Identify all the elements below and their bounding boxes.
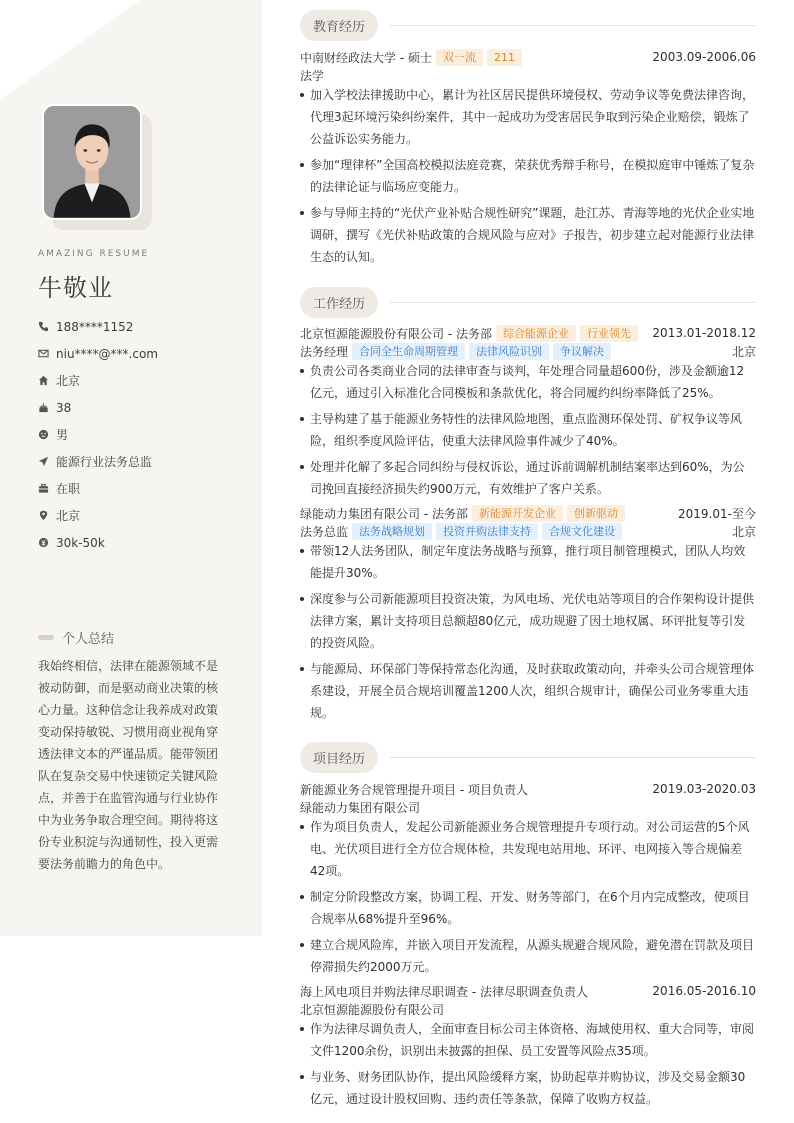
summary-text: 我始终相信，法律在能源领域不是被动防御，而是驱动商业决策的核心力量。这种信念让我养成对政策变动保持敏锐、习惯用商业视角穿透法律文本的严谨品质。能带领团队在复杂交易中快速锁定关键风险点，并善于在监管沟通与行业协作中为业务争取合理空间。期待将这份专业积淀与沟通韧性，投入更需要法务前瞻力的角色中。 [38, 659, 219, 871]
avatar-photo [42, 104, 142, 220]
project-date: 2019.03-2020.03 [652, 782, 756, 796]
section-title: 项目经历 [300, 742, 378, 773]
gender-text: 男 [56, 428, 69, 442]
project-org: 绿能动力集团有限公司 [300, 800, 421, 815]
phone-icon [38, 321, 49, 332]
send-icon [38, 456, 49, 467]
work-city: 北京 [731, 344, 756, 359]
contact-age [38, 394, 158, 421]
skill-badge: 法务战略规划 [352, 523, 432, 540]
education-major-row [300, 66, 756, 84]
salary-icon [38, 537, 49, 548]
job-role: 法务总监 [300, 524, 349, 539]
status-text: 在职 [56, 482, 81, 496]
contact-target-role [38, 448, 158, 475]
contact-gender [38, 421, 158, 448]
school-title: 中南财经政法大学 - 硕士 [300, 50, 432, 65]
tag-badge: 211 [487, 49, 522, 66]
contact-residence [38, 367, 158, 394]
tag-badge: 行业领先 [580, 325, 638, 342]
company-title: 北京恒源能源股份有限公司 - 法务部 [300, 326, 492, 341]
contact-email [38, 340, 158, 367]
skill-badge: 法律风险识别 [469, 343, 549, 360]
list-item: 参与导师主持的“光伏产业补贴合规性研究”课题，赴江苏、青海等地的光伏企业实地调研，撰写《光伏补贴政策的合规风险与应对》子报告，初步建立起对能源行业法律生态的认知。 [300, 202, 756, 268]
portrait-illustration [44, 106, 140, 218]
heading-bar-decoration [38, 635, 54, 640]
list-item: 深度参与公司新能源项目投资决策，为风电场、光伏电站等项目的合作架构设计提供法律方案，累计支持项目总额超80亿元，成功规避了因土地权属、环评批复等引发的投资风险。 [300, 588, 756, 654]
education-major: 法学 [300, 68, 325, 83]
avatar [42, 104, 142, 220]
list-item: 制定分阶段整改方案，协调工程、开发、财务等部门，在6个月内完成整改，使项目合规率从68%提升至96%。 [300, 886, 756, 930]
section-projects-heading [300, 742, 756, 773]
candidate-name: 牛敬业 [38, 274, 113, 302]
work-role-row [300, 342, 756, 360]
phone-text: 188****1152 [56, 319, 134, 334]
list-item: 负责公司各类商业合同的法律审查与谈判，年处理合同量超600份，涉及金额逾12亿元，通过引入标准化合同模板和条款优化，将合同履约纠纷率降低了25%。 [300, 360, 756, 404]
tag-badge: 双一流 [436, 49, 483, 66]
skill-badge: 争议解决 [553, 343, 611, 360]
project-title: 海上风电项目并购法律尽职调查 - 法律尽职调查负责人 [300, 984, 588, 999]
tag-badge: 综合能源企业 [496, 325, 576, 342]
project-org: 北京恒源能源股份有限公司 [300, 1002, 445, 1017]
tag-badge: 新能源开发企业 [472, 505, 563, 522]
list-item: 作为法律尽调负责人，全面审查目标公司主体资格、海域使用权、重大合同等，审阅文件1200余份，识别出未披露的担保、员工安置等风险点35项。 [300, 1018, 756, 1062]
residence-text: 北京 [56, 374, 81, 388]
project-title: 新能源业务合规管理提升项目 - 项目负责人 [300, 782, 528, 797]
target-role-text: 能源行业法务总监 [56, 455, 153, 469]
list-item: 带领12人法务团队，制定年度法务战略与预算，推行项目制管理模式，团队人均效能提升30%。 [300, 540, 756, 584]
project-entry-header [300, 982, 756, 1000]
contact-work-city [38, 502, 158, 529]
gender-icon [38, 429, 49, 440]
tagline: AMAZING RESUME [38, 249, 150, 259]
project-org-row [300, 1000, 756, 1018]
project-entry-header [300, 780, 756, 798]
list-item: 与业务、财务团队协作，提出风险缓释方案，协助起草并购协议，涉及交易金额30亿元，通过设计股权回购、违约责任等条款，保障了收购方权益。 [300, 1066, 756, 1110]
briefcase-icon [38, 483, 49, 494]
skill-badge: 合同全生命周期管理 [352, 343, 465, 360]
tag-badge: 创新驱动 [567, 505, 625, 522]
list-item: 主导构建了基于能源业务特性的法律风险地图，重点监测环保处罚、矿权争议等风险，组织季度风险评估，使重大法律风险事件减少了40%。 [300, 408, 756, 452]
education-date: 2003.09-2006.06 [652, 50, 756, 64]
company-title: 绿能动力集团有限公司 - 法务部 [300, 506, 468, 521]
section-divider [390, 25, 756, 26]
list-item: 与能源局、环保部门等保持常态化沟通，及时获取政策动向，并牵头公司合规管理体系建设，开展全员合规培训覆盖1200人次，组织合规审计，确保公司业务零重大违规。 [300, 658, 756, 724]
list-item: 作为项目负责人，发起公司新能源业务合规管理提升专项行动。对公司运营的5个风电、光伏项目进行全方位合规体检，共发现电站用地、环评、电网接入等合规偏差42项。 [300, 816, 756, 882]
skill-badge: 合规文化建设 [542, 523, 622, 540]
summary-heading [38, 628, 114, 647]
sidebar [0, 0, 262, 936]
job-role: 法务经理 [300, 344, 349, 359]
work-city-text: 北京 [56, 509, 81, 523]
list-item: 处理并化解了多起合同纠纷与侵权诉讼，通过诉前调解机制结案率达到60%，为公司挽回直接经济损失约900万元，有效维护了客户关系。 [300, 456, 756, 500]
work-date: 2013.01-2018.12 [652, 326, 756, 340]
section-divider [390, 757, 756, 758]
list-item: 建立合规风险库，并嵌入项目开发流程，从源头规避合规风险，避免潜在罚款及项目停滞损失约2000万元。 [300, 934, 756, 978]
summary-title: 个人总结 [62, 632, 115, 647]
section-divider [390, 302, 756, 303]
project-date: 2016.05-2016.10 [652, 984, 756, 998]
salary-text: 30k-50k [56, 535, 105, 550]
contact-status [38, 475, 158, 502]
education-header [300, 48, 756, 66]
work-entry-header [300, 504, 756, 522]
contact-salary [38, 529, 158, 556]
cake-icon [38, 402, 49, 413]
contact-list [38, 313, 158, 556]
work-city: 北京 [731, 524, 756, 539]
work-entry-header [300, 324, 756, 342]
section-title: 教育经历 [300, 10, 378, 41]
corner-decoration [0, 0, 140, 100]
mail-icon [38, 348, 49, 359]
section-education-heading [300, 10, 756, 41]
work-role-row [300, 522, 756, 540]
home-icon [38, 375, 49, 386]
section-title: 工作经历 [300, 287, 378, 318]
skill-badge: 投资并购法律支持 [436, 523, 538, 540]
age-text: 38 [56, 400, 72, 415]
email-text: niu****@***.com [56, 346, 158, 361]
list-item: 参加“理律杯”全国高校模拟法庭竞赛，荣获优秀辩手称号，在模拟庭审中锤炼了复杂的法律论证与临场应变能力。 [300, 154, 756, 198]
section-work-heading [300, 287, 756, 318]
list-item: 加入学校法律援助中心，累计为社区居民提供环境侵权、劳动争议等免费法律咨询，代理3起环境污染纠纷案件，其中一起成功为受害居民争取到污染企业赔偿，锻炼了公益诉讼实务能力。 [300, 84, 756, 150]
work-date: 2019.01-至今 [678, 506, 756, 521]
project-org-row [300, 798, 756, 816]
contact-phone [38, 313, 158, 340]
location-icon [38, 510, 49, 521]
